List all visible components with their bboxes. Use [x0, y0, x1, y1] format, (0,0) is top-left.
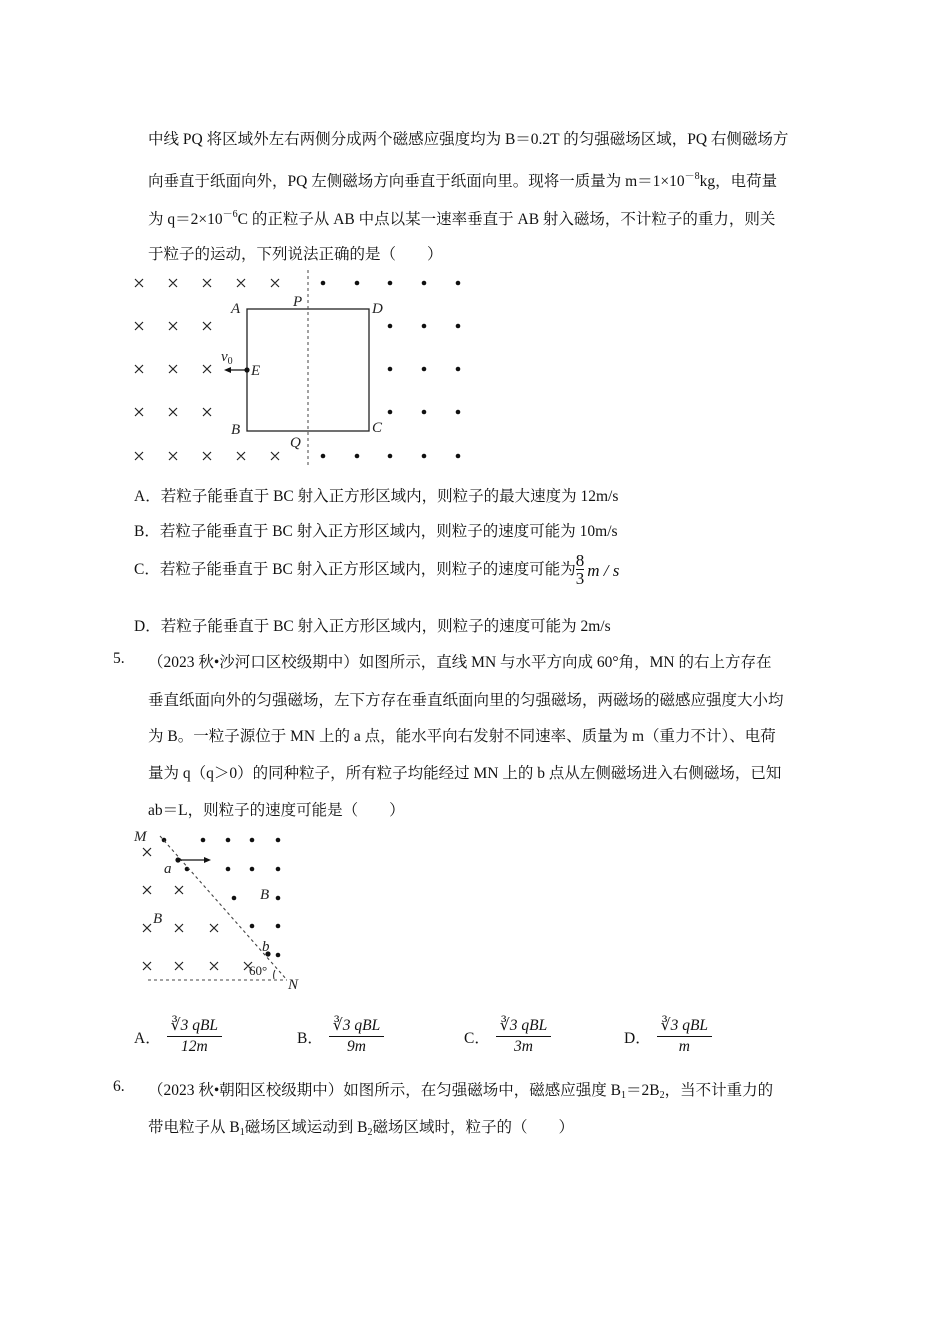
q5-label-a: a — [164, 861, 172, 877]
q5-stem-line-5: ab＝L，则粒子的速度可能是（ ） — [148, 802, 405, 819]
q5-option-d-fraction: $\frac{\text{∛3 qBL}}{m}$ — [657, 1016, 712, 1057]
q4-stem-line-3-text: 为 q＝2×10 — [148, 211, 223, 228]
q5-option-c-label: C． — [464, 1029, 490, 1047]
q4-label-v0: $v_0$ — [221, 349, 233, 367]
q6-stem-line-1: （2023 秋•朝阳区校级期中）如图所示，在匀强磁场中，磁感应强度 $B_1=2B_2$，当不计重力的 — [148, 1082, 774, 1101]
q4-stem-line-2 — [148, 167, 777, 191]
q5-stem-line-2: 垂直纸面向外的匀强磁场，左下方存在垂直纸面向里的匀强磁场，两磁场的磁感应强度大小均 — [148, 692, 784, 709]
q6-number: 6. — [113, 1078, 125, 1095]
q4-label-a: A — [231, 301, 241, 317]
q4-figure — [120, 268, 480, 473]
q4-stem-line-4: 于粒子的运动，下列说法正确的是（ ） — [148, 246, 443, 263]
q4-label-b: B — [231, 422, 241, 438]
q4-label-d: D — [372, 301, 383, 317]
q4-charge-exponent: －6 — [222, 209, 238, 220]
q4-option-d[interactable]: D．若粒子能垂直于 BC 射入正方形区域内，则粒子的速度可能为 2m/s — [134, 618, 611, 635]
q5-label-angle: 60° — [249, 963, 268, 978]
q5-into-page-field — [143, 848, 252, 970]
q5-label-n: N — [288, 977, 299, 993]
q5-option-c-fraction: $\frac{\text{∛3 qBL}}{3m}$ — [496, 1016, 551, 1057]
q4-out-of-page-field — [321, 281, 461, 459]
q5-figure — [130, 822, 310, 994]
q5-label-b-point: b — [262, 939, 270, 955]
q4-label-q: Q — [290, 435, 301, 451]
q5-stem-line-1: （2023 秋•沙河口区校级期中）如图所示，直线 MN 与水平方向成 60°角，MN 的右上方存在 — [148, 654, 772, 671]
q4-label-p: P — [293, 294, 303, 310]
q5-option-a-fraction: $\frac{\text{∛3 qBL}}{12m}$ — [167, 1016, 222, 1057]
q4-label-c: C — [372, 420, 383, 436]
q4-charge-tail: C 的正粒子从 AB 中点以某一速率垂直于 AB 射入磁场，不计粒子的重力，则关 — [237, 211, 776, 228]
q5-option-a[interactable] — [134, 1016, 222, 1057]
q4-option-b[interactable]: B．若粒子能垂直于 BC 射入正方形区域内，则粒子的速度可能为 10m/s — [134, 523, 618, 540]
q4-stem-line-2-text: 向垂直于纸面向外，PQ 左侧磁场方向垂直于纸面向里。现将一质量为 m＝1×10 — [148, 173, 685, 190]
q4-option-c-unit: m / s — [587, 560, 620, 580]
q5-option-d-label: D． — [624, 1029, 651, 1047]
q5-stem-line-4: 量为 q（q＞0）的同种粒子，所有粒子均能经过 MN 上的 b 点从左侧磁场进入右侧磁场，已知 — [148, 765, 782, 782]
q5-option-d[interactable] — [624, 1016, 712, 1057]
q5-number: 5. — [113, 650, 125, 667]
q5-option-b[interactable] — [297, 1016, 384, 1057]
q4-option-c-fraction: $\frac{8}{3}$ — [575, 551, 585, 588]
q5-label-b-left: B — [153, 911, 163, 927]
q4-option-c[interactable] — [134, 553, 619, 588]
q5-stem-line-3: 为 B。一粒子源位于 MN 上的 a 点，能水平向右发射不同速率、质量为 m（重力不计）、电荷 — [148, 728, 776, 745]
q6-stem-line-2: 带电粒子从 $B_1$磁场区域运动到 $B_2$磁场区域时，粒子的（ ） — [148, 1119, 574, 1138]
q5-option-a-label: A． — [134, 1029, 161, 1047]
q4-mass-tail: kg，电荷量 — [699, 173, 778, 190]
q5-option-b-label: B． — [297, 1029, 323, 1047]
q4-stem-line-3 — [148, 205, 775, 229]
q4-stem-line-1: 中线 PQ 将区域外左右两侧分成两个磁感应强度均为 B＝0.2T 的匀强磁场区域，PQ 右侧磁场方 — [148, 131, 789, 148]
q5-label-m: M — [134, 829, 147, 845]
q4-label-e: E — [251, 363, 261, 379]
q5-line-mn — [160, 836, 287, 980]
q4-option-c-text: C．若粒子能垂直于 BC 射入正方形区域内，则粒子的速度可能为 — [134, 561, 576, 579]
q5-option-b-fraction: $\frac{\text{∛3 qBL}}{9m}$ — [329, 1016, 384, 1057]
q4-option-a[interactable]: A．若粒子能垂直于 BC 射入正方形区域内，则粒子的最大速度为 12m/s — [134, 488, 619, 505]
q4-square-region — [247, 309, 369, 431]
q5-option-c[interactable] — [464, 1016, 551, 1057]
q4-mass-exponent: －8 — [684, 171, 700, 182]
q5-label-b-right: B — [260, 887, 270, 903]
